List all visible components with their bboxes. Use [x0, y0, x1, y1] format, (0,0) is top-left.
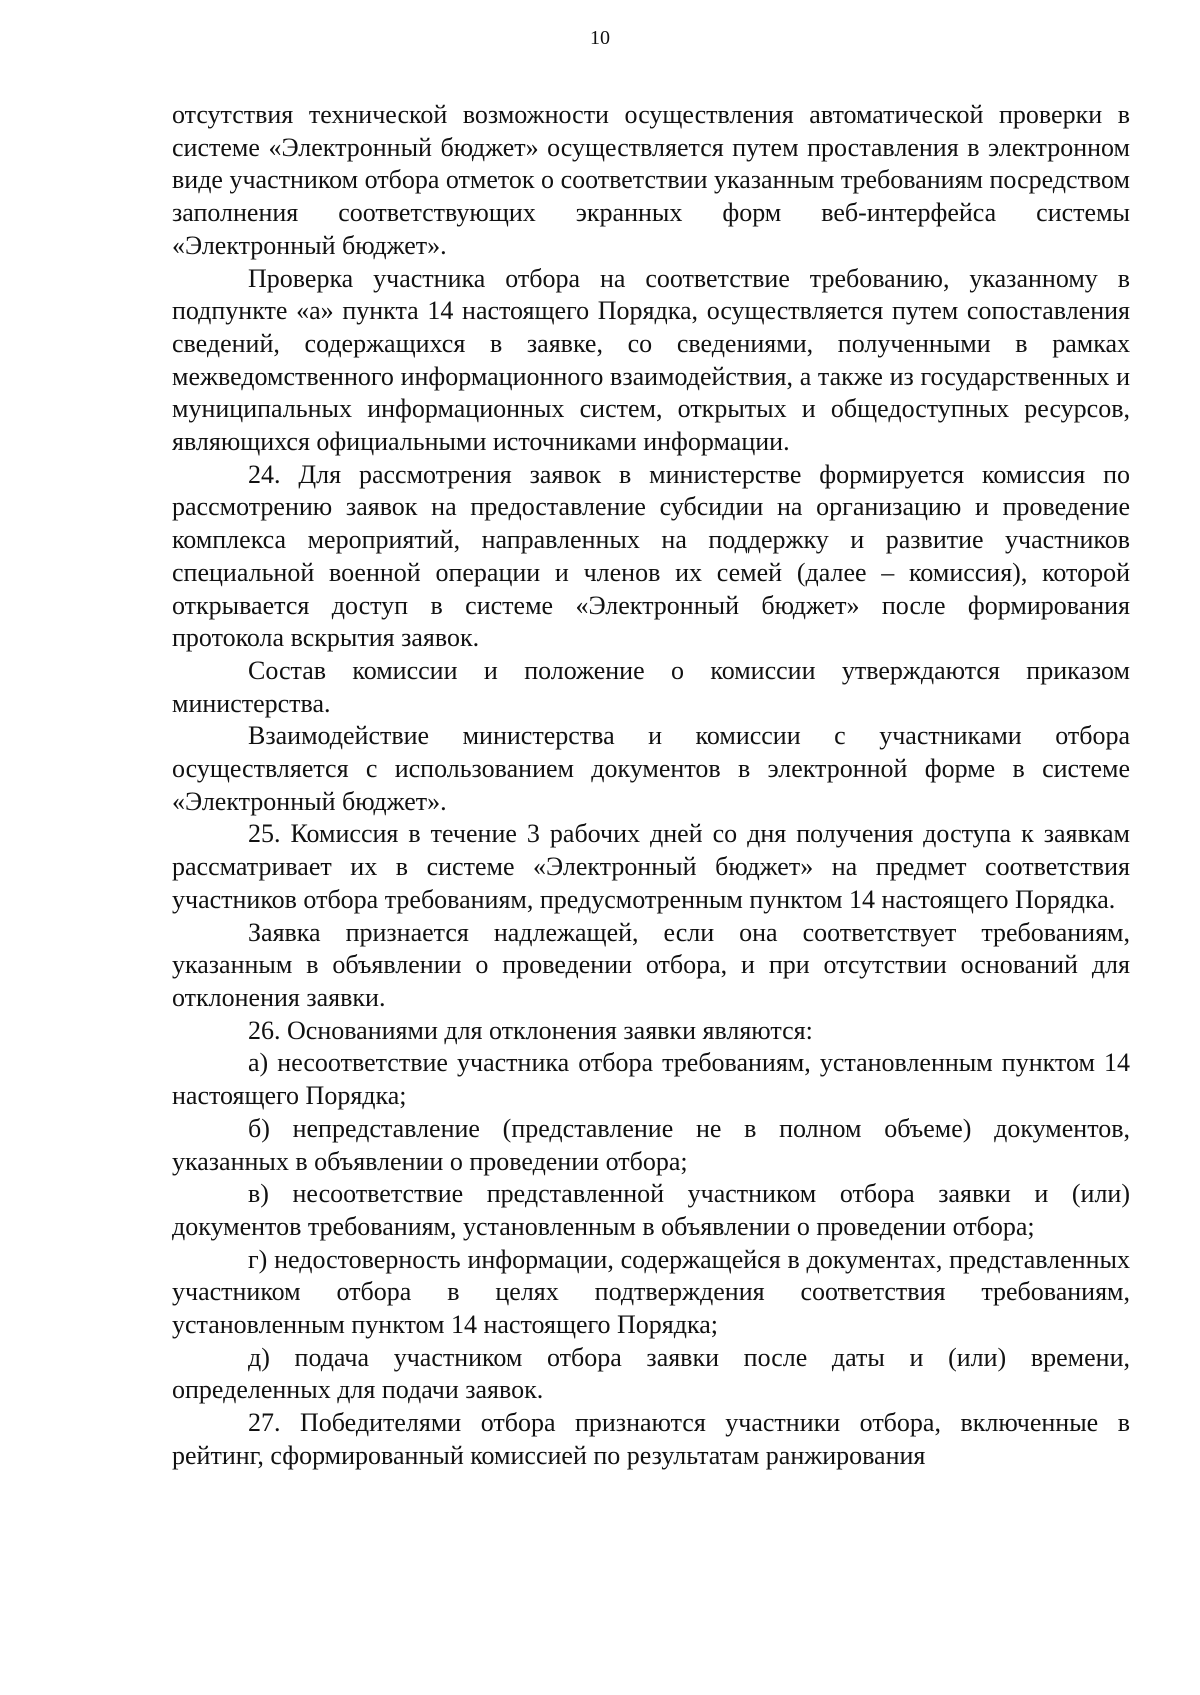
- paragraph-subitem-v: в) несоответствие представленной участником отбора заявки и (или) документов требованиям, установленным в объявлении о проведении отбора;: [172, 1179, 1130, 1241]
- paragraph-item-27: 27. Победителями отбора признаются участники отбора, включенные в рейтинг, сформированный комиссией по результатам ранжирования: [172, 1408, 1130, 1470]
- paragraph-commission-composition: Состав комиссии и положение о комиссии утверждаются приказом министерства.: [172, 655, 1130, 718]
- paragraph-item-24: 24. Для рассмотрения заявок в министерстве формируется комиссия по рассмотрению заявок на предоставление субсидии на организацию и проведение комплекса мероприятий, направленных на поддержку и развитие участников специальной военной операции и членов их семей (далее – комиссия), которой открывается доступ в системе «Электронный бюджет» после формирования протокола вскрытия заявок.: [172, 459, 1130, 653]
- paragraph-continuation: отсутствия технической возможности осуществления автоматической проверки в системе «Электронный бюджет» осуществляется путем проставления в электронном виде участником отбора отметок о соответствии указанным требованиям посредством заполнения соответствующих экранных форм веб-интерфейса системы «Электронный бюджет».: [172, 100, 1130, 260]
- paragraph-interaction: Взаимодействие министерства и комиссии с участниками отбора осуществляется с использованием документов в электронной форме в системе «Электронный бюджет».: [172, 721, 1130, 816]
- paragraph-subitem-a: а) несоответствие участника отбора требованиям, установленным пунктом 14 настоящего Порядка;: [172, 1048, 1130, 1111]
- paragraph-item-25: 25. Комиссия в течение 3 рабочих дней со дня получения доступа к заявкам рассматривает их в системе «Электронный бюджет» на предмет соответствия участников отбора требованиям, предусмотренным пунктом 14 настоящего Порядка.: [172, 819, 1130, 914]
- paragraph-subitem-g: г) недостоверность информации, содержащейся в документах, представленных участником отбора в целях подтверждения соответствия требованиям, установленным пунктом 14 настоящего Порядка;: [172, 1244, 1130, 1340]
- page-number: 10: [590, 27, 610, 49]
- paragraph-proper-application: Заявка признается надлежащей, если она соответствует требованиям, указанным в объявлении о проведении отбора, и при отсутствии оснований для отклонения заявки.: [172, 917, 1130, 1012]
- paragraph-item-26: 26. Основаниями для отклонения заявки являются:: [248, 1015, 813, 1045]
- document-body: [172, 99, 1130, 1473]
- paragraph-subitem-b: б) непредставление (представление не в полном объеме) документов, указанных в объявлении о проведении отбора;: [172, 1113, 1130, 1176]
- paragraph-subitem-d: д) подача участником отбора заявки после даты и (или) времени, определенных для подачи заявок.: [172, 1342, 1130, 1405]
- paragraph-verification: Проверка участника отбора на соответствие требованию, указанному в подпункте «а» пункта 14 настоящего Порядка, осуществляется путем сопоставления сведений, содержащихся в заявке, со сведениями, полученными в рамках межведомственного информационного взаимодействия, а также из государственных и муниципальных информационных систем, открытых и общедоступных ресурсов, являющихся официальными источниками информации.: [172, 263, 1130, 457]
